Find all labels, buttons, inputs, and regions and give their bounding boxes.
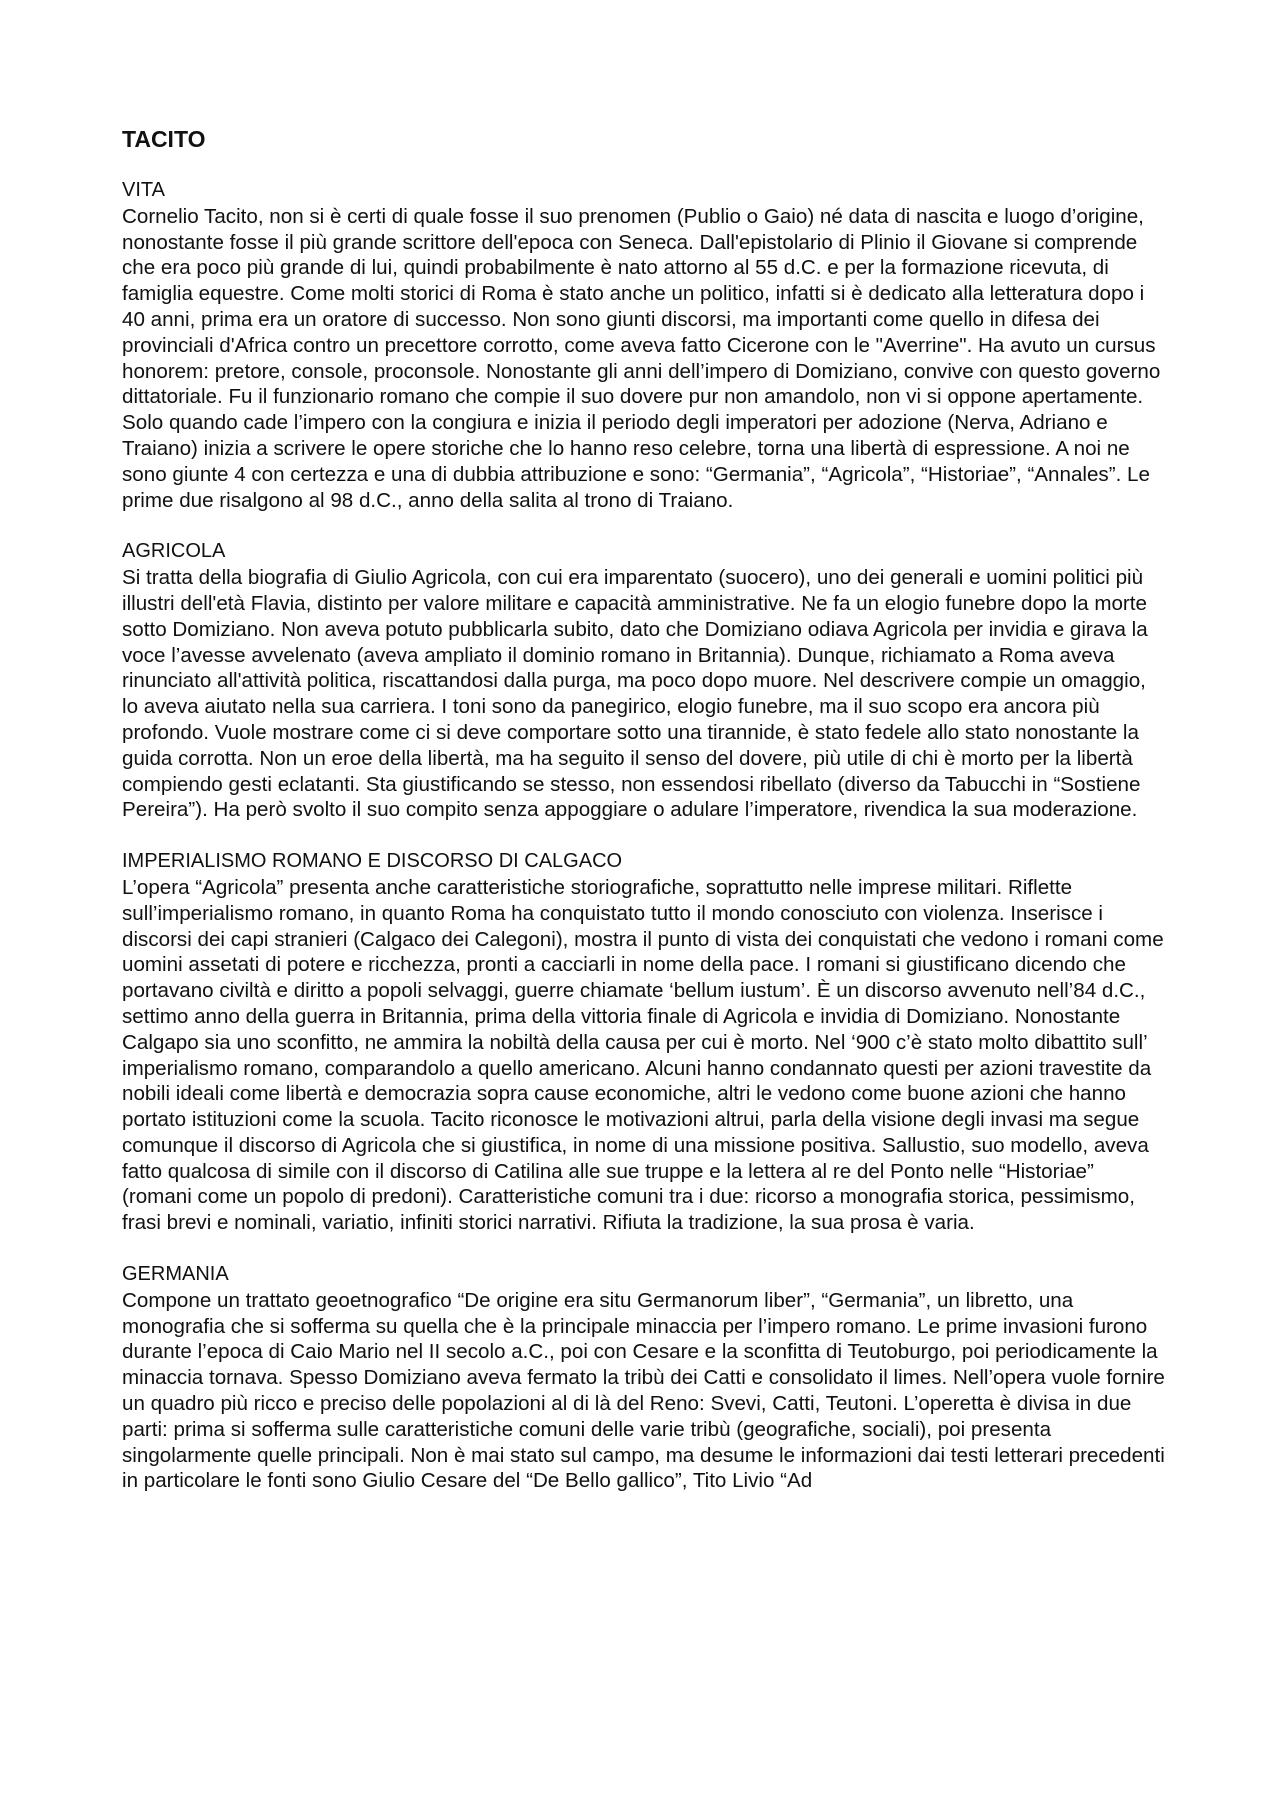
section-vita	[122, 178, 1167, 513]
section-agricola	[122, 539, 1167, 823]
section-heading-agricola: AGRICOLA	[122, 540, 226, 563]
section-heading-imperialismo: IMPERIALISMO ROMANO E DISCORSO DI CALGACO	[122, 850, 623, 873]
document-title: TACITO	[122, 126, 206, 152]
section-heading-vita: VITA	[122, 179, 165, 201]
section-imperialismo	[122, 849, 1167, 1236]
section-germania	[122, 1262, 1167, 1494]
section-text-agricola: Si tratta della biografia di Giulio Agricola, con cui era imparentato (suocero), uno dei generali e uomini politici più illustri dell'età Flavia, distinto per valore militare e capacità amministrative. Ne fa un elogio funebre dopo la morte sotto Domiziano. Non aveva potuto pubblicarla subito, dato che Domiziano odiava Agricola per invidia e girava la voce l’avesse avvelenato (aveva ampliato il dominio romano in Britannia). Dunque, richiamato a Roma aveva rinunciato all'attività politica, riscattandosi dalla purga, ma poco dopo muore. Nel descrivere compie un omaggio, lo aveva aiutato nella sua carriera. I toni sono da panegirico, elogio funebre, ma il suo scopo era ancora più profondo. Vuole mostrare come ci si deve comportare sotto una tirannide, è stato fedele allo stato nonostante la guida corrotta. Non un eroe della libertà, ma ha seguito il senso del dovere, più utile di chi è morto per la libertà compiendo gesti eclatanti. Sta giustificando se stesso, non essendosi ribellato (diverso da Tabucchi in “Sostiene Pereira”). Ha però svolto il suo compito senza appoggiare o adulare l’imperatore, rivendica la sua moderazione.	[122, 566, 1148, 822]
document-page	[122, 124, 1167, 1520]
section-heading-germania: GERMANIA	[122, 1263, 229, 1286]
section-text-imperialismo: L’opera “Agricola” presenta anche caratteristiche storiografiche, soprattutto nelle imprese militari. Riflette sull’imperialismo romano, in quanto Roma ha conquistato tutto il mondo conosciuto con violenza. Inserisce i discorsi dei capi stranieri (Calgaco dei Calegoni), mostra il punto di vista dei conquistati che vedono i romani come uomini assetati di potere e ricchezza, pronti a cacciarli in nome della pace. I romani si giustificano dicendo che portavano civiltà e diritto a popoli selvaggi, guerre chiamate ‘bellum iustum’. È un discorso avvenuto nell’84 d.C., settimo anno della guerra in Britannia, prima della vittoria finale di Agricola e invidia di Domiziano. Nonostante Calgapo sia uno sconfitto, ne ammira la nobiltà della causa per cui è morto. Nel ‘900 c’è stato molto dibattito sull’ imperialismo romano, comparandolo a quello americano. Alcuni hanno condannato questi per azioni travestite da nobili ideali come libertà e democrazia sopra cause economiche, altri le vedono come buone azioni che hanno portato istituzioni come la scuola. Tacito riconosce le motivazioni altrui, parla della visione degli invasi ma segue comunque il discorso di Agricola che si giustifica, in nome di una missione positiva. Sallustio, suo modello, aveva fatto qualcosa di simile con il discorso di Catilina alle sue truppe e la lettera al re del Ponto nelle “Historiae” (romani come un popolo di predoni). Caratteristiche comuni tra i due: ricorso a monografia storica, pessimismo, frasi brevi e nominali, variatio, infiniti storici narrativi. Rifiuta la tradizione, la sua prosa è varia.	[122, 875, 1164, 1235]
section-text-germania: Compone un trattato geoetnografico “De origine era situ Germanorum liber”, “Germania”, un libretto, una monografia che si sofferma su quella che è la principale minaccia per l’impero romano. Le prime invasioni furono durante l’epoca di Caio Mario nel II secolo a.C., poi con Cesare e la sconfitta di Teutoburgo, poi periodicamente la minaccia tornava. Spesso Domiziano aveva fermato la tribù dei Catti e consolidato il limes. Nell’opera vuole fornire un quadro più ricco e preciso delle popolazioni al di là del Reno: Svevi, Catti, Teutoni. L’operetta è divisa in due parti: prima si sofferma sulle caratteristiche comuni delle varie tribù (geografiche, sociali), poi presenta singolarmente quelle principali. Non è mai stato sul campo, ma desume le informazioni dai testi letterari precedenti in particolare le fonti sono Giulio Cesare del “De Bello gallico”, Tito Livio “Ad	[122, 1288, 1165, 1493]
section-text-vita: Cornelio Tacito, non si è certi di quale fosse il suo prenomen (Publio o Gaio) né data di nascita e luogo d’origine, nonostante fosse il più grande scrittore dell'epoca con Seneca. Dall'epistolario di Plinio il Giovane si comprende che era poco più grande di lui, quindi probabilmente è nato attorno al 55 d.C. e per la formazione ricevuta, di famiglia equestre. Come molti storici di Roma è stato anche un politico, infatti si è dedicato alla letteratura dopo i 40 anni, prima era un oratore di successo. Non sono giunti discorsi, ma importanti come quello in difesa dei provinciali d'Africa contro un precettore corrotto, come aveva fatto Cicerone con le "Averrine". Ha avuto un cursus honorem: pretore, console, proconsole. Nonostante gli anni dell’impero di Domiziano, convive con questo governo dittatoriale. Fu il funzionario romano che compie il suo dovere pur non amandolo, non vi si oppone apertamente. Solo quando cade l’impero con la congiura e inizia il periodo degli imperatori per adozione (Nerva, Adriano e Traiano) inizia a scrivere le opere storiche che lo hanno reso celebre, torna una libertà di espressione. A noi ne sono giunte 4 con certezza e una di dubbia attribuzione e sono: “Germania”, “Agricola”, “Historiae”, “Annales”. Le prime due risalgono al 98 d.C., anno della salita al trono di Traiano.	[122, 204, 1161, 512]
